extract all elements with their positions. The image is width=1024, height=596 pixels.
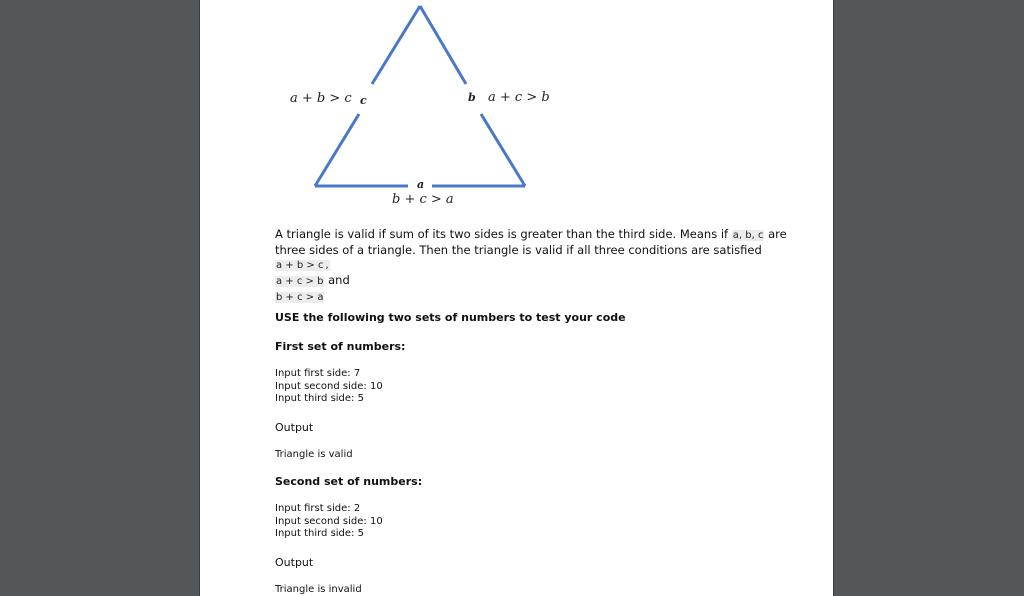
triangle-side-left-upper bbox=[372, 6, 420, 84]
set2-heading: Second set of numbers: bbox=[275, 475, 423, 488]
condition-1-suffix: , bbox=[325, 260, 329, 271]
intro-line-2: three sides of a triangle. Then the triangle is valid if all three conditions are satisfied bbox=[275, 243, 762, 257]
condition-1 bbox=[275, 257, 795, 273]
set2-input-first: Input first side: 2 bbox=[275, 503, 361, 514]
intro-text-before: A triangle is valid if sum of its two sides is greater than the third side. Means if bbox=[275, 227, 729, 241]
set1-inputs bbox=[275, 368, 383, 406]
condition-3 bbox=[275, 289, 795, 305]
triangle-diagram bbox=[200, 0, 833, 220]
intro-vars: a, b, c bbox=[732, 230, 764, 241]
set2-input-second: Input second side: 10 bbox=[275, 515, 383, 527]
triangle-side-right-lower bbox=[481, 114, 525, 186]
document-page bbox=[200, 0, 833, 596]
intro-paragraph bbox=[275, 227, 795, 305]
set1-input-third: Input third side: 5 bbox=[275, 393, 364, 404]
vertex-label-a: a bbox=[417, 178, 425, 191]
set2-input-third: Input third side: 5 bbox=[275, 528, 364, 539]
triangle-side-left-lower bbox=[315, 114, 359, 186]
inequality-left: a + b > c bbox=[290, 91, 352, 106]
set2-output: Triangle is invalid bbox=[275, 584, 362, 595]
triangle-side-right-upper bbox=[420, 6, 466, 84]
set1-input-first: Input first side: 7 bbox=[275, 368, 361, 379]
set2-inputs bbox=[275, 503, 383, 541]
set1-input-second: Input second side: 10 bbox=[275, 380, 383, 392]
condition-3-code: b + c > a bbox=[276, 292, 324, 303]
condition-2-suffix: and bbox=[324, 273, 350, 287]
set2-output-label: Output bbox=[275, 556, 314, 569]
intro-line-1 bbox=[275, 227, 795, 243]
vertex-label-b: b bbox=[468, 91, 476, 104]
condition-1-code: a + b > c bbox=[276, 260, 324, 271]
set1-output-label: Output bbox=[275, 421, 314, 434]
intro-text-after: are bbox=[768, 227, 787, 241]
condition-2 bbox=[275, 273, 795, 289]
use-heading: USE the following two sets of numbers to test your code bbox=[275, 311, 626, 324]
inequality-right: a + c > b bbox=[488, 90, 550, 105]
set1-heading: First set of numbers: bbox=[275, 340, 406, 353]
page-right-edge bbox=[833, 0, 834, 596]
inequality-bottom: b + c > a bbox=[392, 192, 454, 207]
condition-2-code: a + c > b bbox=[276, 276, 324, 287]
set1-output: Triangle is valid bbox=[275, 449, 353, 460]
vertex-label-c: c bbox=[360, 94, 367, 107]
